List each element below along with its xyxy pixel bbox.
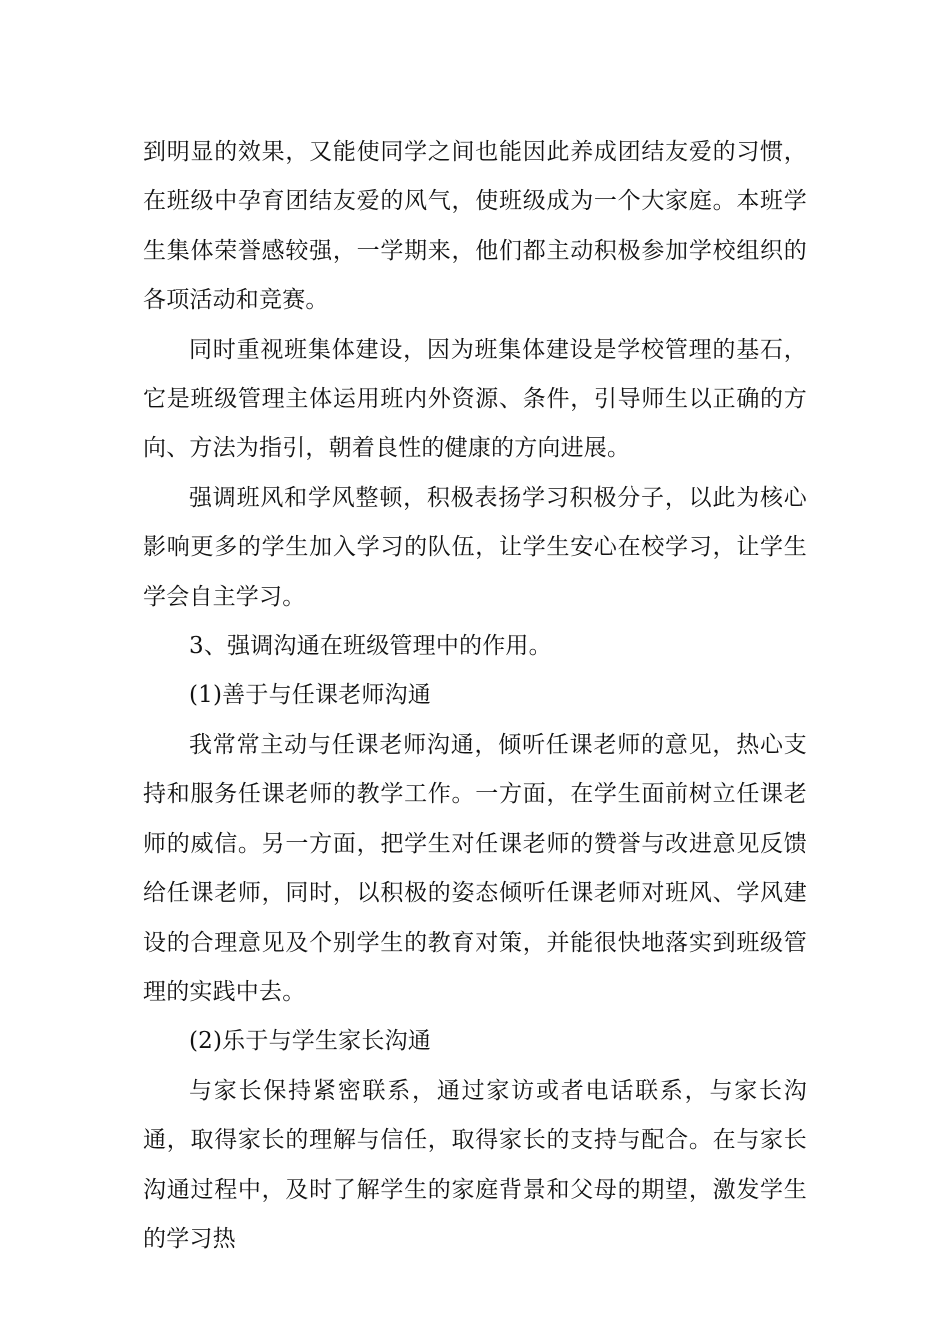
subheading-teacher-communication: (1)善于与任课老师沟通	[189, 682, 431, 709]
paragraph-parent-communication: 与家长保持紧密联系，通过家访或者电话联系，与家长沟通，取得家长的理解与信任，取得家长的支持与配合。在与家长沟通过程中，及时了解学生的家庭背景和父母的期望，激发学生的学习热	[143, 1077, 807, 1252]
paragraph-class-building: 同时重视班集体建设，因为班集体建设是学校管理的基石，它是班级管理主体运用班内外资源、条件，引导师生以正确的方向、方法为指引，朝着良性的健康的方向进展。	[143, 336, 807, 462]
document-body	[143, 128, 807, 1264]
paragraph-study-atmosphere: 强调班风和学风整顿，积极表扬学习积极分子，以此为核心影响更多的学生加入学习的队伍，让学生安心在校学习，让学生学会自主学习。	[143, 484, 807, 610]
section-heading-communication: 3、强调沟通在班级管理中的作用。	[189, 633, 552, 660]
subheading-parent-communication: (2)乐于与学生家长沟通	[189, 1028, 431, 1055]
paragraph-teacher-communication: 我常常主动与任课老师沟通，倾听任课老师的意见，热心支持和服务任课老师的教学工作。一方面，在学生面前树立任课老师的威信。另一方面，把学生对任课老师的赞誉与改进意见反馈给任课老师，同时，以积极的姿态倾听任课老师对班风、学风建设的合理意见及个别学生的教育对策，并能很快地落实到班级管理的实践中去。	[143, 731, 807, 1005]
paragraph-continuation: 到明显的效果，又能使同学之间也能因此养成团结友爱的习惯，在班级中孕育团结友爱的风气，使班级成为一个大家庭。本班学生集体荣誉感较强，一学期来，他们都主动积极参加学校组织的各项活动和竞赛。	[143, 139, 807, 314]
